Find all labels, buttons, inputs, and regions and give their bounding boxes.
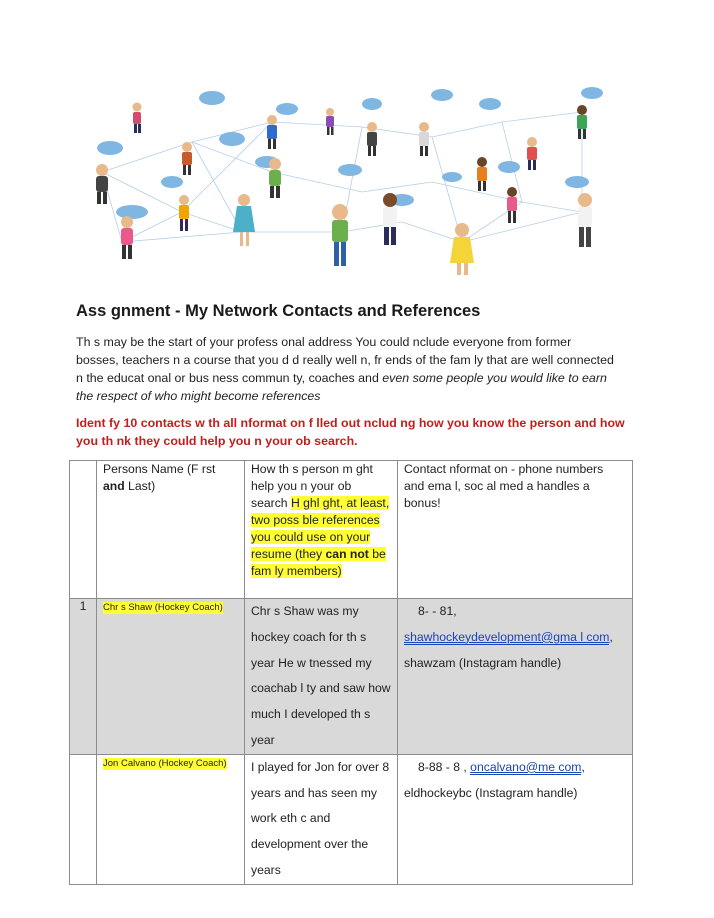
- table-row: [70, 754, 633, 884]
- contact-name: Jon Calvano (Hockey Coach): [103, 757, 227, 769]
- intro-line: bosses, teachers n a course that you d d really well n, fr ends of the fam ly that are well connected: [76, 353, 614, 367]
- contacts-table: [69, 460, 633, 885]
- contact-help-cell: I played for Jon for over 8 years and has seen my work eth c and development over the years: [245, 754, 398, 884]
- contact-info-cell: [398, 754, 633, 884]
- contact-phone: 8- - 81,: [418, 604, 457, 618]
- instruction-line: Ident fy 10 contacts w th all nformat on f lled out nclud ng how you know the person and how: [76, 416, 625, 430]
- contact-email-line: 8-88 - 8 , oncalvano@me com,: [418, 759, 585, 774]
- contact-social: eldhockeybc (Instagram handle): [404, 785, 578, 800]
- instruction-line: you th nk they could help you n your ob search.: [76, 434, 358, 448]
- contact-help-cell: Chr s Shaw was my hockey coach for th s year He w tnessed my coachab l ty and saw how much I developed th s year: [245, 599, 398, 755]
- table-header-row: [70, 461, 633, 599]
- header-help-cell: How th s person m ght help you n your ob search H ghl ght, at least, two poss ble references you could use on your resume (they can not be fam ly members): [245, 461, 398, 599]
- contact-name: Chr s Shaw (Hockey Coach): [103, 602, 223, 613]
- contact-name-cell: [97, 599, 245, 755]
- contact-email-link[interactable]: oncalvano@me com: [470, 759, 582, 774]
- row-number: [70, 754, 97, 884]
- contact-name-cell: [97, 754, 245, 884]
- people-network-illustration: [72, 82, 642, 292]
- row-number: 1: [70, 599, 97, 755]
- intro-line: Th s may be the start of your profess onal address You could nclude everyone from former: [76, 335, 572, 349]
- contact-email-link[interactable]: shawhockeydevelopment@gma l com: [404, 629, 610, 644]
- page-title: Ass gnment - My Network Contacts and References: [76, 302, 481, 320]
- highlighted-note: H ghl ght, at least, two poss ble references you could use on your resume (they can not be fam ly members): [251, 496, 390, 578]
- instruction-text: [76, 414, 656, 450]
- intro-line: the respect of who might become references: [76, 389, 321, 403]
- table-row: [70, 599, 633, 755]
- header-contact-cell: Contact nformat on - phone numbers and ema l, soc al med a handles a bonus!: [398, 461, 633, 599]
- intro-paragraph: [76, 333, 656, 405]
- header-name-cell: Persons Name (F rst and Last): [97, 461, 245, 599]
- contact-social: shawzam (Instagram handle): [404, 655, 562, 670]
- header-number-cell: [70, 461, 97, 599]
- contact-info-cell: [398, 599, 633, 755]
- intro-line: n the educat onal or bus ness commun ty, coaches and even some people you would like to earn: [76, 371, 607, 385]
- contact-email-line: shawhockeydevelopment@gma l com,: [404, 629, 613, 644]
